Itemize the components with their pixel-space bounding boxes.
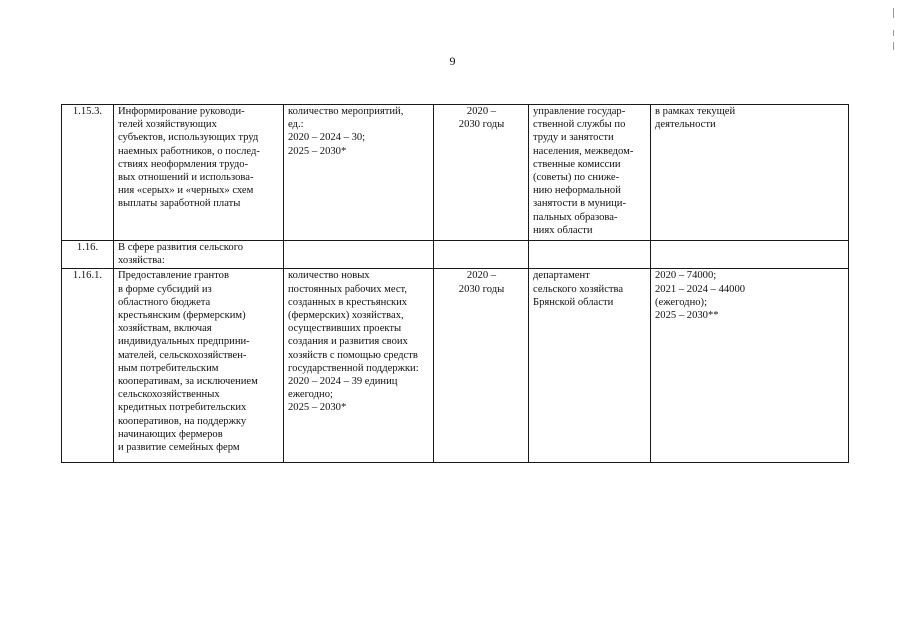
executor-cell: департамент сельского хозяйства Брянской области [529,269,651,463]
activity-cell: Предоставление грантов в форме субсидий из областного бюджета крестьянским (фермерским) хозяйствам, включая индивидуальных предприни- мателей, сельскохозяйствен- ным потребительским кооперативам, за исключением сельскохозяйственных кредитных потребительских кооперативов, на поддержку начинающих фермеров и развитие семейных ферм [114,269,284,463]
row-number-cell: 1.16. [62,241,114,269]
period-cell [434,241,529,269]
funding-cell: 2020 – 74000; 2021 – 2024 – 44000 (ежегодно); 2025 – 2030** [651,269,849,463]
period-cell: 2020 – 2030 годы [434,105,529,241]
table-row [62,269,849,463]
row-number-cell: 1.15.3. [62,105,114,241]
measures-table [61,104,849,463]
page-number: 9 [449,54,456,68]
funding-cell [651,241,849,269]
row-number-cell: 1.16.1. [62,269,114,463]
executor-cell [529,241,651,269]
funding-cell: в рамках текущей деятельности [651,105,849,241]
table-row [62,241,849,269]
indicator-cell: количество новых постоянных рабочих мест, созданных в крестьянских (фермерских) хозяйствах, осуществивших проекты создания и развития своих хозяйств с помощью средств государственной поддержки: 2020 – 2024 – 39 единиц ежегодно; 2025 – 2030* [284,269,434,463]
activity-cell: Информирование руководи- телей хозяйствующих субъектов, использующих труд наемных работников, о послед- ствиях неоформления трудо- вых отношений и использова- ния «серых» и «черных» схем выплаты заработной платы [114,105,284,241]
indicator-cell: количество мероприятий, ед.: 2020 – 2024 – 30; 2025 – 2030* [284,105,434,241]
executor-cell: управление государ- ственной службы по труду и занятости населения, межведом- ственные комиссии (советы) по сниже- нию неформальной занятости в муници- пальных образова- ниях области [529,105,651,241]
table-row [62,105,849,241]
indicator-cell [284,241,434,269]
activity-cell: В сфере развития сельского хозяйства: [114,241,284,269]
scan-edge-mark [893,8,894,18]
period-cell: 2020 – 2030 годы [434,269,529,463]
scan-edge-mark [893,42,894,50]
scan-edge-mark [893,30,894,36]
